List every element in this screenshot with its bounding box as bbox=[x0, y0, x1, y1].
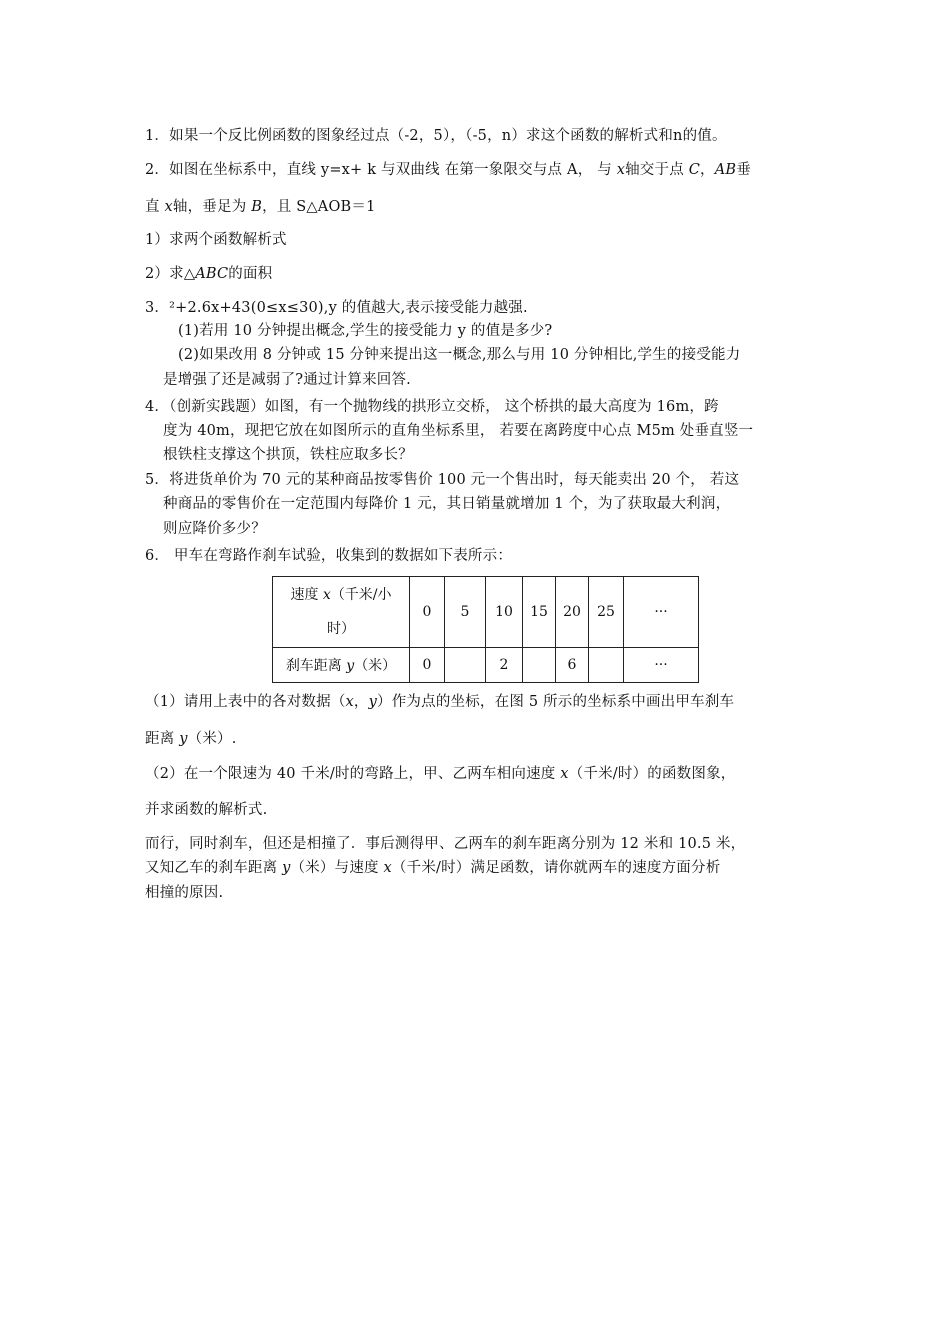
text-run: 轴交于点 bbox=[625, 162, 689, 178]
table-cell: 6 bbox=[556, 648, 589, 683]
table-cell: 5 bbox=[445, 577, 486, 648]
table-cell: ··· bbox=[624, 648, 699, 683]
text-run: （2）在一个限速为 40 千米/时的弯路上，甲、乙两车相向速度 bbox=[145, 766, 561, 782]
text-run: 直 bbox=[145, 199, 165, 215]
question-6-part-3-line-1: 而行，同时刹车，但还是相撞了．事后测得甲、乙两车的刹车距离分别为 12 米和 10.5 米， bbox=[145, 836, 746, 852]
question-6-part-3-line-2 bbox=[145, 858, 720, 878]
table-cell: ··· bbox=[624, 577, 699, 648]
text-run: ， bbox=[700, 162, 715, 178]
table-header-distance bbox=[273, 648, 410, 683]
math-x: x bbox=[383, 860, 392, 876]
question-2-line-2 bbox=[145, 197, 376, 217]
table-cell: 2 bbox=[486, 648, 523, 683]
text-run: 距离 bbox=[145, 731, 180, 747]
text-run: ，且 S△AOB＝1 bbox=[262, 199, 376, 215]
table-cell: 25 bbox=[589, 577, 624, 648]
header-text-cont: 时） bbox=[327, 621, 355, 637]
text-run: （米） bbox=[354, 658, 397, 674]
question-6-part-1-line-2 bbox=[145, 729, 237, 749]
text-run: 速度 bbox=[290, 587, 323, 603]
text-run: ）作为点的坐标，在图 5 所示的坐标系中画出甲车刹车 bbox=[377, 694, 735, 710]
question-5-line-3: 则应降价多少？ bbox=[163, 521, 266, 537]
text-run: 2．如图在坐标系中，直线 y=x+ k 与双曲线 在第一象限交与点 A， 与 bbox=[145, 162, 617, 178]
question-3-line-4: 是增强了还是减弱了?通过计算来回答. bbox=[163, 372, 411, 388]
table-cell bbox=[523, 648, 556, 683]
math-y: y bbox=[346, 658, 355, 674]
math-x: x bbox=[322, 587, 331, 603]
text-run: （千米/时）的函数图象， bbox=[568, 766, 736, 782]
question-6-part-2-line-1 bbox=[145, 764, 735, 784]
text-run: （米）. bbox=[187, 731, 237, 747]
question-4-line-3: 根铁柱支撑这个拱顶，铁柱应取多长？ bbox=[163, 447, 413, 463]
text-run: 刹车距离 bbox=[285, 658, 347, 674]
math-x: x bbox=[616, 162, 626, 178]
question-2-sub-1: 1）求两个函数解析式 bbox=[145, 232, 287, 248]
math-x: x bbox=[560, 766, 569, 782]
text-run: （米）与速度 bbox=[290, 860, 384, 876]
table-cell: 20 bbox=[556, 577, 589, 648]
math-b: B bbox=[251, 199, 263, 215]
question-3-line-1: 3．²+2.6x+43(0≤x≤30),y 的值越大,表示接受能力越强. bbox=[145, 300, 528, 316]
header-text bbox=[273, 585, 409, 605]
text-run: 又知乙车的刹车距离 bbox=[145, 860, 283, 876]
table-cell: 15 bbox=[523, 577, 556, 648]
question-1: 1．如果一个反比例函数的图象经过点（-2，5），（-5，n）求这个函数的解析式和n的值。 bbox=[145, 128, 727, 144]
math-x: x bbox=[345, 694, 354, 710]
question-4-line-2: 度为 40m，现把它放在如图所示的直角坐标系里， 若要在离跨度中心点 M5m 处垂直竖一 bbox=[163, 423, 754, 439]
table-row-distance bbox=[273, 648, 699, 683]
question-2-sub-2 bbox=[145, 264, 272, 284]
table-cell: 0 bbox=[410, 648, 445, 683]
text-run: （千米/小 bbox=[330, 587, 392, 603]
text-run: 2）求△ bbox=[145, 266, 196, 282]
text-run: 的面积 bbox=[228, 266, 273, 282]
question-4-line-1: 4．（创新实践题）如图，有一个抛物线的拱形立交桥， 这个桥拱的最大高度为 16m，跨 bbox=[145, 399, 719, 415]
question-6-intro: 6． 甲车在弯路作刹车试验，收集到的数据如下表所示： bbox=[145, 548, 513, 564]
braking-data-table bbox=[272, 576, 699, 683]
math-y: y bbox=[368, 694, 378, 710]
question-3-line-2: (1)若用 10 分钟提出概念,学生的接受能力 y 的值是多少? bbox=[178, 323, 553, 339]
question-5-line-2: 种商品的零售价在一定范围内每降价 1 元，其日销量就增加 1 个，为了获取最大利润， bbox=[163, 496, 731, 512]
table-cell bbox=[445, 648, 486, 683]
math-x: x bbox=[164, 199, 173, 215]
text-run: 轴，垂足为 bbox=[172, 199, 252, 215]
question-6-part-1-line-1 bbox=[145, 692, 734, 712]
question-3-line-3: (2)如果改用 8 分钟或 15 分钟来提出这一概念,那么与用 10 分钟相比,学生的接受能力 bbox=[178, 347, 741, 363]
math-c: C bbox=[688, 162, 701, 178]
text-run: （千米/时）满足函数，请你就两车的速度方面分析 bbox=[391, 860, 721, 876]
table-row-speed bbox=[273, 577, 699, 648]
question-6-part-3-line-3: 相撞的原因. bbox=[145, 885, 224, 901]
question-6-part-2-line-2: 并求函数的解析式. bbox=[145, 802, 268, 818]
table-cell bbox=[589, 648, 624, 683]
math-y: y bbox=[282, 860, 291, 876]
table-cell: 10 bbox=[486, 577, 523, 648]
table-header-speed bbox=[273, 577, 410, 648]
math-ab: AB bbox=[714, 162, 737, 178]
text-run: （1）请用上表中的各对数据（ bbox=[145, 694, 346, 710]
text-run: 垂 bbox=[736, 162, 751, 178]
question-2-line-1 bbox=[145, 160, 751, 180]
text-run: ， bbox=[353, 694, 369, 710]
math-abc: ABC bbox=[195, 266, 229, 282]
math-y: y bbox=[179, 731, 188, 747]
table-cell: 0 bbox=[410, 577, 445, 648]
question-5-line-1: 5．将进货单价为 70 元的某种商品按零售价 100 元一个售出时，每天能卖出 20 个， 若这 bbox=[145, 472, 740, 488]
